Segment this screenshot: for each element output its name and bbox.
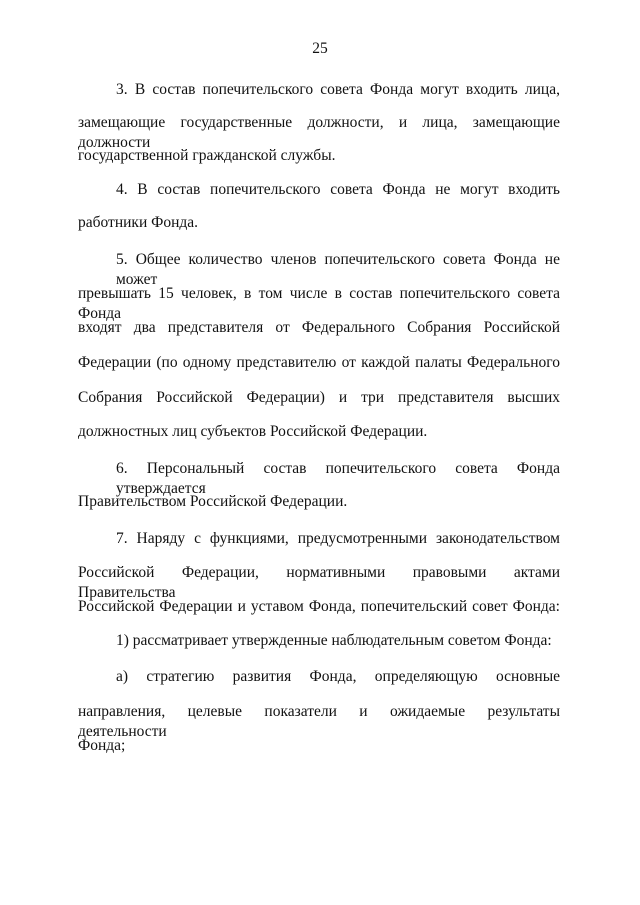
item-a-line-2: направления, целевые показатели и ожидаемые результаты деятельности	[78, 703, 560, 740]
item-a-line-3: Фонда;	[78, 737, 126, 754]
paragraph-5-line-3: входят два представителя от Федерального Собрания Российской	[78, 319, 560, 336]
item-a-line-1: а) стратегию развития Фонда, определяющую основные	[116, 668, 560, 685]
paragraph-6-line-1: 6. Персональный состав попечительского совета Фонда утверждается	[116, 460, 560, 497]
paragraph-5-line-6: должностных лиц субъектов Российской Федерации.	[78, 423, 428, 440]
paragraph-7-line-1: 7. Наряду с функциями, предусмотренными законодательством	[116, 530, 560, 547]
paragraph-5-line-4: Федерации (по одному представителю от каждой палаты Федерального	[78, 354, 560, 371]
paragraph-4-line-1: 4. В состав попечительского совета Фонда не могут входить	[116, 181, 560, 198]
paragraph-5-line-2: превышать 15 человек, в том числе в состав попечительского совета Фонда	[78, 285, 560, 322]
paragraph-3-line-1: 3. В состав попечительского совета Фонда могут входить лица,	[116, 81, 560, 98]
paragraph-4-line-2: работники Фонда.	[78, 214, 199, 231]
paragraph-5-line-1: 5. Общее количество членов попечительского совета Фонда не может	[116, 251, 560, 288]
paragraph-5-line-5: Собрания Российской Федерации) и три представителя высших	[78, 389, 560, 406]
paragraph-7-line-3: Российской Федерации и уставом Фонда, попечительский совет Фонда:	[78, 598, 560, 615]
item-1-line-1: 1) рассматривает утвержденные наблюдательным советом Фонда:	[116, 632, 552, 649]
paragraph-3-line-3: государственной гражданской службы.	[78, 147, 336, 164]
paragraph-6-line-2: Правительством Российской Федерации.	[78, 493, 348, 510]
page-number: 25	[312, 40, 328, 57]
paragraph-3-line-2: замещающие государственные должности, и лица, замещающие должности	[78, 114, 560, 151]
paragraph-7-line-2: Российской Федерации, нормативными правовыми актами Правительства	[78, 564, 560, 601]
